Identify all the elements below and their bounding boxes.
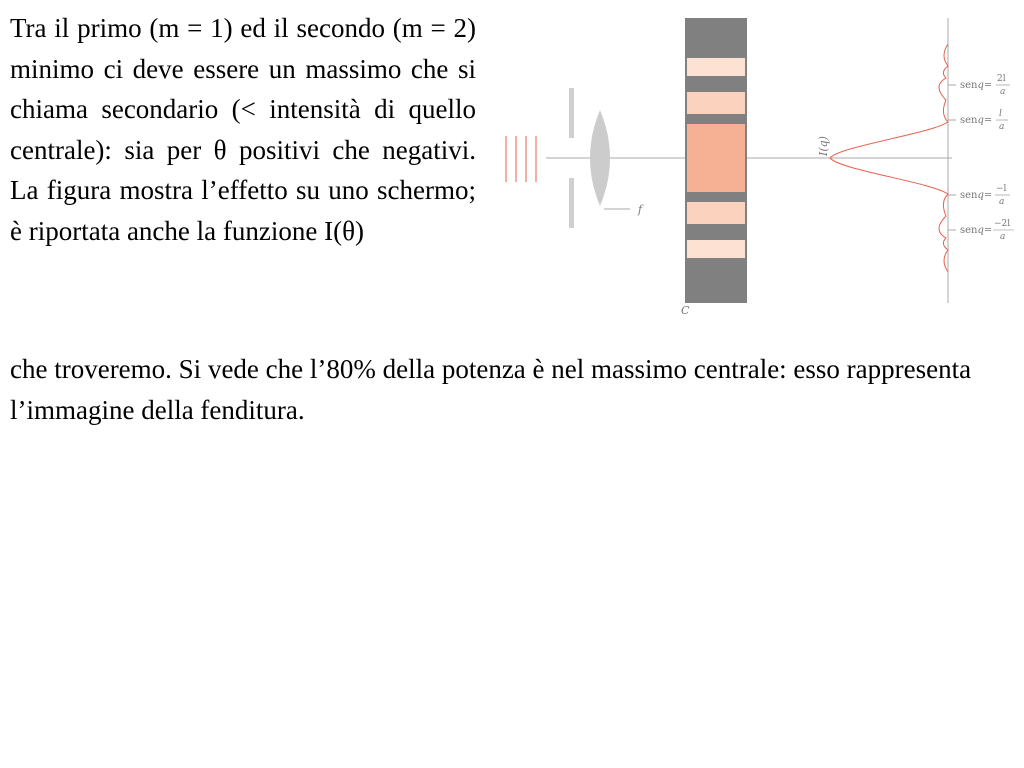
fringe-side-top [687, 92, 745, 114]
paragraph-intro: Tra il primo (m = 1) ed il secondo (m = 2) minimo ci deve essere un massimo che si chiama secondario (< intensità di quello centrale): sia per θ positivi che negativi. La figura mostra l’effetto su uno schermo; è riportata anche la funzione I(θ) [10, 13, 476, 246]
svg-text:senq=: senq= [960, 225, 993, 236]
fringe-central [687, 124, 745, 192]
focal-label: f [638, 203, 643, 216]
svg-text:a: a [999, 122, 1005, 132]
svg-text:senq=: senq= [960, 190, 993, 201]
angle-labels [948, 74, 1014, 242]
fringe-outer-top [687, 58, 745, 76]
label-minus-2l-over-a [948, 219, 1014, 242]
label-2l-over-a [948, 74, 1010, 97]
label-l-over-a [948, 109, 1008, 132]
svg-text:−2l: −2l [994, 219, 1011, 229]
intensity-label: I(q) [817, 136, 830, 156]
svg-text:a: a [999, 197, 1005, 207]
diffraction-figure [500, 14, 1024, 324]
svg-text:−l: −l [996, 184, 1007, 194]
screen-label: C [681, 304, 690, 317]
lens [590, 110, 610, 206]
svg-text:2l: 2l [997, 74, 1006, 84]
svg-text:a: a [1000, 232, 1006, 242]
svg-text:a: a [1000, 87, 1006, 97]
svg-text:l: l [999, 109, 1002, 119]
paragraph-conclusion: che troveremo. Si vede che l’80% della potenza è nel massimo centrale: esso rappresenta l’immagine della fenditura. [10, 354, 972, 425]
slit-barrier-bottom [569, 178, 574, 228]
label-minus-l-over-a [948, 184, 1010, 207]
incident-rays [506, 136, 536, 182]
svg-text:senq=: senq= [960, 115, 993, 126]
svg-text:senq=: senq= [960, 80, 993, 91]
diffraction-diagram [500, 14, 1024, 324]
slit-barrier-top [569, 88, 574, 138]
fringe-side-bottom [687, 202, 745, 224]
fringe-outer-bottom [687, 240, 745, 258]
